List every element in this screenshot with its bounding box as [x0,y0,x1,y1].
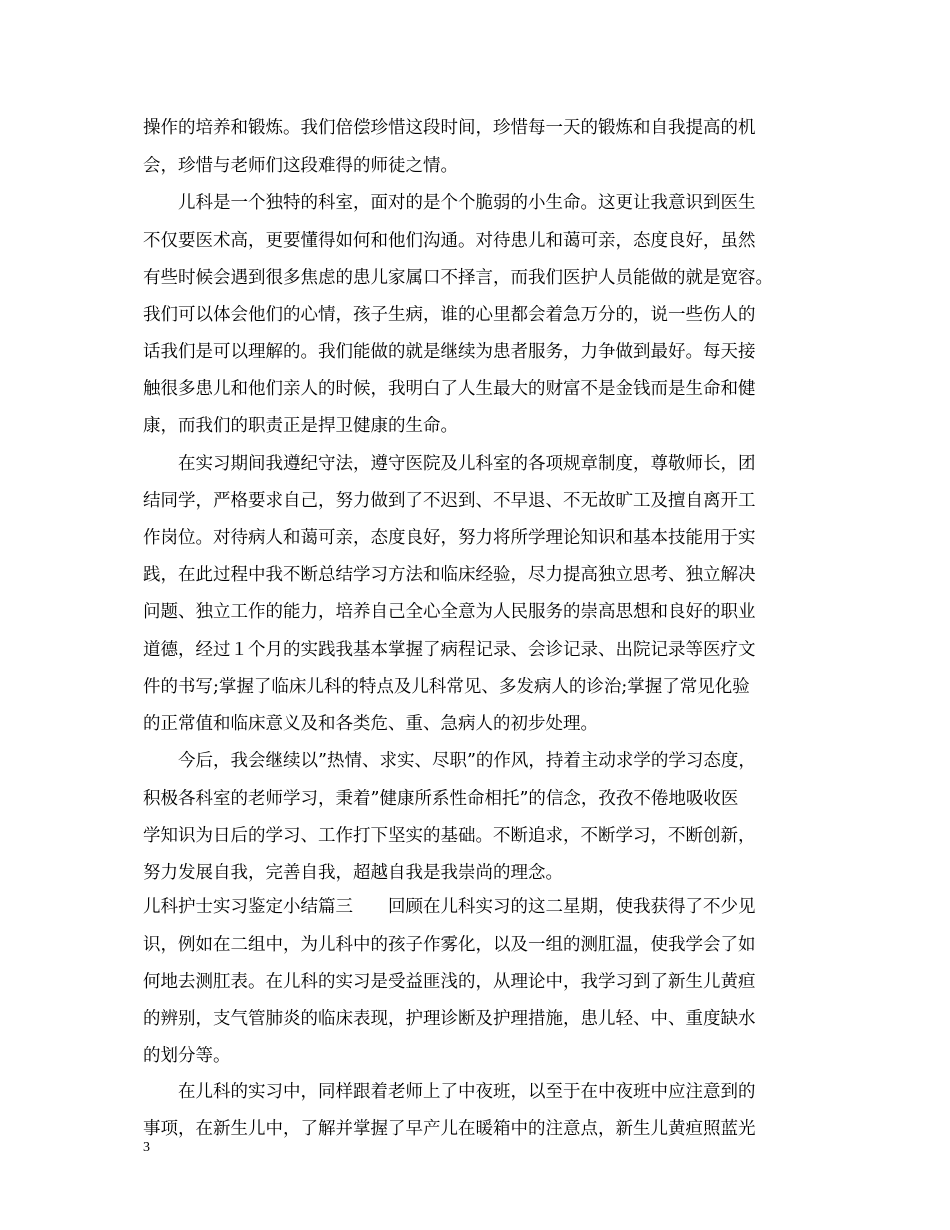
text-line: 我们可以体会他们的心情，孩子生病，谁的心里都会着急万分的，说一些伤人的 [143,305,756,325]
text-line: 的正常值和临床意义及和各类危、重、急病人的初步处理。 [143,714,598,734]
text-line: 话我们是可以理解的。我们能做的就是继续为患者服务，力争做到最好。每天接 [143,342,756,362]
text-line: 不仅要医术高，更要懂得如何和他们沟通。对待患儿和蔼可亲，态度良好，虽然 [143,231,756,251]
text-line: 学知识为日后的学习、工作打下坚实的基础。不断追求，不断学习，不断创新， [143,826,756,846]
text-line: 的划分等。 [143,1046,231,1066]
text-line: 努力发展自我，完善自我，超越自我是我崇尚的理念。 [143,863,563,883]
text-line: 道德，经过１个月的实践我基本掌握了病程记录、会诊记录、出院记录等医疗文 [143,640,756,660]
text-line: 结同学，严格要求自己，努力做到了不迟到、不早退、不无故旷工及擅自离开工 [143,491,756,511]
text-line: 在儿科的实习中，同样跟着老师上了中夜班，以至于在中夜班中应注意到的 [178,1082,756,1102]
text-line: 操作的培养和锻炼。我们倍偿珍惜这段时间，珍惜每一天的锻炼和自我提高的机 [143,118,756,138]
text-line: 在实习期间我遵纪守法，遵守医院及儿科室的各项规章制度，尊敬师长，团 [178,454,756,474]
text-line: 今后，我会继续以”热情、求实、尽职”的作风，持着主动求学的学习态度， [178,751,756,771]
text-line: 识，例如在二组中，为儿科中的孩子作雾化，以及一组的测肛温，使我学会了如 [143,935,756,955]
text-line: 有些时候会遇到很多焦虑的患儿家属口不择言，而我们医护人员能做的就是宽容。 [143,268,773,288]
text-line: 积极各科室的老师学习，秉着”健康所系性命相托”的信念，孜孜不倦地吸收医 [143,789,739,809]
text-line: 儿科是一个独特的科室，面对的是个个脆弱的小生命。这更让我意识到医生 [178,193,756,213]
page-number: 3 [143,1140,150,1155]
text-line: 会，珍惜与老师们这段难得的师徒之情。 [143,156,458,176]
text-line: 康，而我们的职责正是捍卫健康的生命。 [143,416,458,436]
text-line: 儿科护士实习鉴定小结篇三 回顾在儿科实习的这二星期，使我获得了不少见 [143,897,756,917]
text-line: 件的书写;掌握了临床儿科的特点及儿科常见、多发病人的诊治;掌握了常见化验 [143,677,750,697]
text-line: 践，在此过程中我不断总结学习方法和临床经验，尽力提高独立思考、独立解决 [143,565,756,585]
text-line: 作岗位。对待病人和蔼可亲，态度良好，努力将所学理论知识和基本技能用于实 [143,528,756,548]
text-line: 何地去测肛表。在儿科的实习是受益匪浅的，从理论中，我学习到了新生儿黄疸 [143,972,756,992]
text-line: 触很多患儿和他们亲人的时候，我明白了人生最大的财富不是金钱而是生命和健 [143,379,756,399]
text-line: 问题、独立工作的能力，培养自己全心全意为人民服务的崇高思想和良好的职业 [143,602,756,622]
text-line: 事项，在新生儿中，了解并掌握了早产儿在暖箱中的注意点，新生儿黄疸照蓝光 [143,1119,756,1139]
text-line: 的辨别，支气管肺炎的临床表现，护理诊断及护理措施，患儿轻、中、重度缺水 [143,1009,756,1029]
